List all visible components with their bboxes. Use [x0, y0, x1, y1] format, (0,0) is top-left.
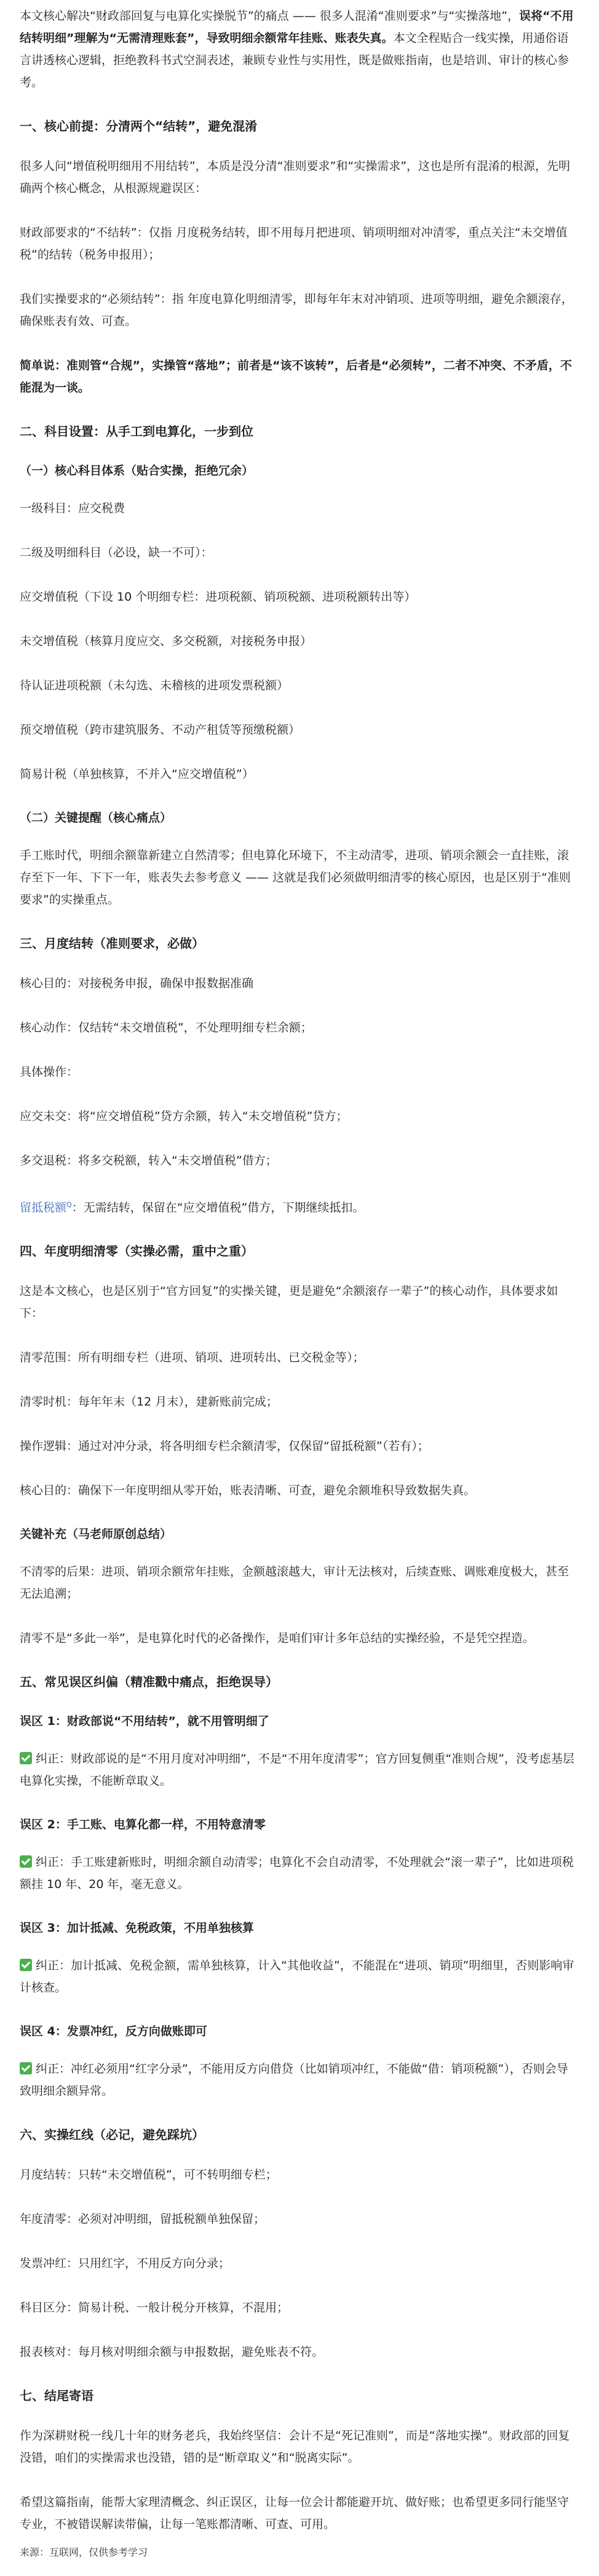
- error-3-title: 误区 3：加计抵减、免税政策，不用单独核算: [20, 1921, 254, 1935]
- check-icon: [20, 1855, 32, 1868]
- section2-item-2: 未交增值税（核算月度应交、多交税额，对接税务申报）: [20, 634, 312, 648]
- section2-title: 二、科目设置：从手工到电算化，一步到位: [20, 424, 253, 439]
- section4-timing: 清零时机：每年年末（12 月末），建新账前完成；: [20, 1395, 278, 1409]
- intro-text-1: 本文核心解决“财政部回复与电算化实操脱节”的痛点 —— 很多人混淆“准则要求”与“实操落地”，: [20, 9, 520, 23]
- section1-p3: 我们实操要求的“必须结转”：指 年度电算化明细清零，即每年年末对冲销项、进项等明细，避免余额滚存，确保账表有效、可查。: [20, 292, 573, 328]
- section3-title: 三、月度结转（准则要求，必做）: [20, 936, 204, 951]
- section5-title: 五、常见误区纠偏（精准戳中痛点，拒绝误导）: [20, 1674, 278, 1690]
- section1-p1: 很多人问“增值税明细用不用结转”，本质是没分清“准则要求”和“实操需求”，这也是所有混淆的根源，先明确两个核心概念，从根源规避误区：: [20, 159, 571, 195]
- search-hint-icon[interactable]: Q: [66, 1201, 72, 1209]
- error-3-fix-text: 纠正：加计抵减、免税金额，需单独核算，计入“其他收益”，不能混在“进项、销项”明细里，否则影响审计核查。: [20, 1959, 574, 1995]
- section2-level1: 一级科目：应交税费: [20, 502, 125, 515]
- error-4-fix-text: 纠正：冲红必须用“红字分录”，不能用反方向借贷（比如销项冲红，不能做“借：销项税额”），否则会导致明细余额异常。: [20, 2062, 568, 2098]
- error-4-title: 误区 4：发票冲红，反方向做账即可: [20, 2025, 207, 2039]
- section2-sub2: （二）关键提醒（核心痛点）: [20, 811, 172, 825]
- error-4-fix: [20, 2058, 579, 2102]
- section2-item-4: 预交增值税（跨市建筑服务、不动产租赁等预缴税额）: [20, 723, 301, 737]
- section7-title: 七、结尾寄语: [20, 2388, 93, 2404]
- section4-scope: 清零范围：所有明细专栏（进项、销项、进项转出、已交税金等）；: [20, 1351, 365, 1365]
- error-2-fix: [20, 1851, 579, 1895]
- section4-title: 四、年度明细清零（实操必需，重中之重）: [20, 1244, 253, 1259]
- section7-p1: 作为深耕财税一线几十年的财务老兵，我始终坚信：会计不是“死记准则”，而是“落地实操”。财政部的回复没错，咱们的实操需求也没错，错的是“断章取义”和“脱离实际”。: [20, 2429, 570, 2465]
- redline-3: 发票冲红：只用红字，不用反方向分录；: [20, 2257, 231, 2271]
- section1-title: 一、核心前提：分清两个“结转”，避免混淆: [20, 119, 258, 134]
- section3-goal: 核心目的：对接税务申报，确保申报数据准确: [20, 977, 254, 990]
- section2-level2: 二级及明细科目（必设，缺一不可）：: [20, 546, 213, 559]
- section3-step-3-text: ：无需结转，保留在“应交增值税”借方，下期继续抵扣。: [71, 1201, 365, 1215]
- check-icon: [20, 1752, 32, 1764]
- section2-sub1: （一）核心科目体系（贴合实操，拒绝冗余）: [20, 464, 254, 478]
- error-1-title: 误区 1：财政部说“不用结转”，就不用管明细了: [20, 1714, 269, 1729]
- section3-step-3: [20, 1194, 579, 1218]
- redline-1: 月度结转：只转“未交增值税”，可不转明细专栏；: [20, 2168, 277, 2182]
- section3-action: 核心动作：仅结转“未交增值税”，不处理明细专栏余额；: [20, 1021, 312, 1034]
- intro-paragraph: [20, 5, 579, 94]
- section4-sub-title: 关键补充（马老师原创总结）: [20, 1527, 172, 1542]
- intro-text-2: 本文全程贴合一线实操，用通俗语言讲透核心逻辑，拒绝教科书式空洞表述，兼顾专业性与实用性，既是做账指南，也是培训、审计的核心参考。: [20, 31, 569, 89]
- section3-steps-label: 具体操作：: [20, 1065, 79, 1079]
- section4-q2: 清零不是“多此一举”，是电算化时代的必备操作，是咱们审计多年总结的实操经验，不是凭空捏造。: [20, 1631, 534, 1646]
- section2-item-1: 应交增值税（下设 10 个明细专栏：进项税额、销项税额、进项税额转出等）: [20, 590, 416, 604]
- error-1-fix-text: 纠正：财政部说的是“不用月度对冲明细”，不是“不用年度清零”；官方回复侧重“准则合规”，没考虑基层电算化实操，不能断章取义。: [20, 1752, 575, 1788]
- check-icon: [20, 2062, 32, 2074]
- section1-p2: 财政部要求的“不结转”：仅指 月度税务结转，即不用每月把进项、销项明细对冲清零，重点关注“未交增值税”的结转（税务申报用）；: [20, 226, 568, 262]
- section2-item-5: 简易计税（单独核算，不并入“应交增值税”）: [20, 767, 254, 781]
- section4-p1: 这是本文核心，也是区别于“官方回复”的实操关键，更是避免“余额滚存一辈子”的核心动作，具体要求如下：: [20, 1284, 558, 1321]
- section3-step-2: 多交退税：将多交税额，转入“未交增值税”借方；: [20, 1154, 277, 1167]
- error-3-fix: [20, 1954, 579, 1999]
- source-note: 来源：互联网，仅供参考学习: [20, 2546, 148, 2559]
- section2-item-3: 待认证进项税额（未勾选、未稽核的进项发票税额）: [20, 679, 289, 692]
- section4-logic: 操作逻辑：通过对冲分录，将各明细专栏余额清零，仅保留“留抵税额”（若有）；: [20, 1439, 429, 1454]
- section2-note: 手工账时代，明细余额靠新建立自然清零；但电算化环境下，不主动清零，进项、销项余额会一直挂账，滚存至下一年、下下一年，账表失去参考意义 —— 这就是我们必须做明细清零的核心原因，也是区别于“准则要求”的实操重点。: [20, 849, 571, 906]
- section4-q1: 不清零的后果：进项、销项余额常年挂账，金额越滚越大，审计无法核对，后续查账、调账难度极大，甚至无法追溯；: [20, 1565, 569, 1601]
- intro-bold: 误将“不用结转明细”理解为“无需清理账套”，导致明细余额常年挂账、账表失真。: [20, 9, 574, 45]
- error-1-fix: [20, 1748, 579, 1792]
- section7-p2: 希望这篇指南，能帮大家理清概念、纠正误区，让每一位会计都能避开坑、做好账；也希望更多同行能坚守专业，不被错误解读带偏，让每一笔账都清晰、可查、可用。: [20, 2495, 569, 2532]
- section4-goal: 核心目的：确保下一年度明细从零开始，账表清晰、可查，避免余额堆积导致数据失真。: [20, 1484, 476, 1498]
- error-2-title: 误区 2：手工账、电算化都一样，不用特意清零: [20, 1818, 266, 1832]
- error-2-fix-text: 纠正：手工账建新账时，明细余额自动清零；电算化不会自动清零，不处理就会“滚一辈子”，比如进项税额挂 10 年、20 年，毫无意义。: [20, 1855, 574, 1892]
- section1-summary: 简单说：准则管“合规”，实操管“落地”；前者是“该不该转”，后者是“必须转”，二者不冲突、不矛盾，不能混为一谈。: [20, 359, 572, 394]
- check-icon: [20, 1959, 32, 1971]
- redline-5: 报表核对：每月核对明细余额与申报数据，避免账表不符。: [20, 2345, 324, 2359]
- section6-title: 六、实操红线（必记，避免踩坑）: [20, 2127, 204, 2143]
- redline-2: 年度清零：必须对冲明细，留抵税额单独保留；: [20, 2212, 266, 2226]
- retained-tax-link[interactable]: 留抵税额: [20, 1201, 67, 1215]
- section3-step-1: 应交未交：将“应交增值税”贷方余额，转入“未交增值税”贷方；: [20, 1110, 348, 1123]
- redline-4: 科目区分：简易计税、一般计税分开核算，不混用；: [20, 2301, 289, 2315]
